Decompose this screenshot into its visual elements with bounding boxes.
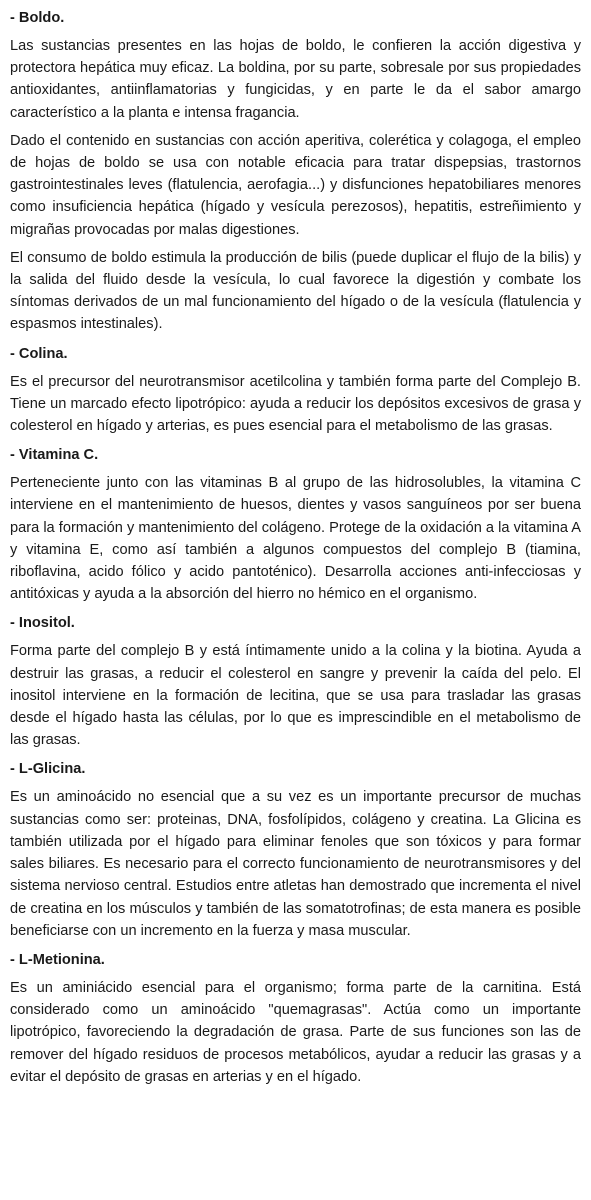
- section-l-glicina: [10, 757, 581, 941]
- section-l-metionina: [10, 948, 581, 1088]
- section-heading: - L-Glicina.: [10, 761, 86, 778]
- paragraph: Es el precursor del neurotransmisor acetilcolina y también forma parte del Complejo B. Tiene un marcado efecto lipotrópico: ayuda a reducir los depósitos excesivos de grasa y colesterol en hígado y arterias, es pues esencial para el metabolismo de las grasas.: [10, 373, 581, 435]
- section-colina: [10, 342, 581, 438]
- paragraph: Es un aminiácido esencial para el organismo; forma parte de la carnitina. Está considerado como un aminoácido "quemagrasas". Actúa como un importante lipotrópico, favoreciendo la degradación de grasa. Parte de sus funciones son las de remover del hígado residuos de procesos metabólicos, ayudar a reducir las grasas y a evitar el depósito de grasas en arterias y en el hígado.: [10, 979, 581, 1085]
- section-heading: - L-Metionina.: [10, 951, 105, 968]
- paragraph: Dado el contenido en sustancias con acción aperitiva, colerética y colagoga, el empleo de hojas de boldo se usa con notable eficacia para tratar dispepsias, trastornos gastrointestinales leves (flatulencia, aerofagia...) y disfunciones hepatobiliares menores como insuficiencia hepática (hígado y vesícula perezosos), hepatitis, estreñimiento y migrañas provocadas por malas digestiones.: [10, 132, 581, 238]
- section-boldo: [10, 6, 581, 336]
- section-vitamina-c: [10, 443, 581, 605]
- paragraph: Es un aminoácido no esencial que a su vez es un importante precursor de muchas sustancias como ser: proteinas, DNA, fosfolípidos, colágeno y creatina. La Glicina es también utilizada por el hígado para eliminar fenoles que son tóxicos y para formar sales biliares. Es necesario para el correcto funcionamiento de neurotransmisores y del sistema nervioso central. Estudios entre atletas han demostrado que incrementa el nivel de creatina en los músculos y también de las somatotrofinas; de esta manera es posible beneficiarse con un incremento en la fuerza y masa muscular.: [10, 789, 581, 939]
- section-heading: - Inositol.: [10, 615, 75, 632]
- section-heading: - Vitamina C.: [10, 447, 99, 464]
- section-inositol: [10, 611, 581, 751]
- section-heading: - Colina.: [10, 345, 68, 362]
- section-heading: - Boldo.: [10, 10, 65, 26]
- paragraph: Forma parte del complejo B y está íntimamente unido a la colina y la biotina. Ayuda a destruir las grasas, a reducir el colesterol en sangre y prevenir la caída del pelo. El inositol interviene en la formación de lecitina, que se usa para trasladar las grasas desde el hígado hasta las células, por lo que es imprescindible en el metabolismo de las grasas.: [10, 643, 581, 749]
- paragraph: El consumo de boldo estimula la producción de bilis (puede duplicar el flujo de la bilis) y la salida del fluido desde la vesícula, lo cual favorece la digestión y combate los síntomas derivados de un mal funcionamiento del hígado o de la vesícula (flatulencia y espasmos intestinales).: [10, 249, 581, 333]
- paragraph: Las sustancias presentes en las hojas de boldo, le confieren la acción digestiva y protectora hepática muy eficaz. La boldina, por su parte, sobresale por sus propiedades antioxidantes, antiinflamatorias y fungicidas, y en parte le da el sabor amargo característico a la planta e intensa fragancia.: [10, 38, 581, 121]
- paragraph: Perteneciente junto con las vitaminas B al grupo de las hidrosolubles, la vitamina C interviene en el mantenimiento de huesos, dientes y vasos sanguíneos por ser buena para la formación y mantenimiento del colágeno. Protege de la oxidación a la vitamina A y vitamina E, como así también a algunos compuestos del complejo B (tiamina, riboflavina, acido fólico y acido pantoténico). Desarrolla acciones anti-infecciosas y antitóxicas y ayuda a la absorción del hierro no hémico en el organismo.: [10, 475, 581, 603]
